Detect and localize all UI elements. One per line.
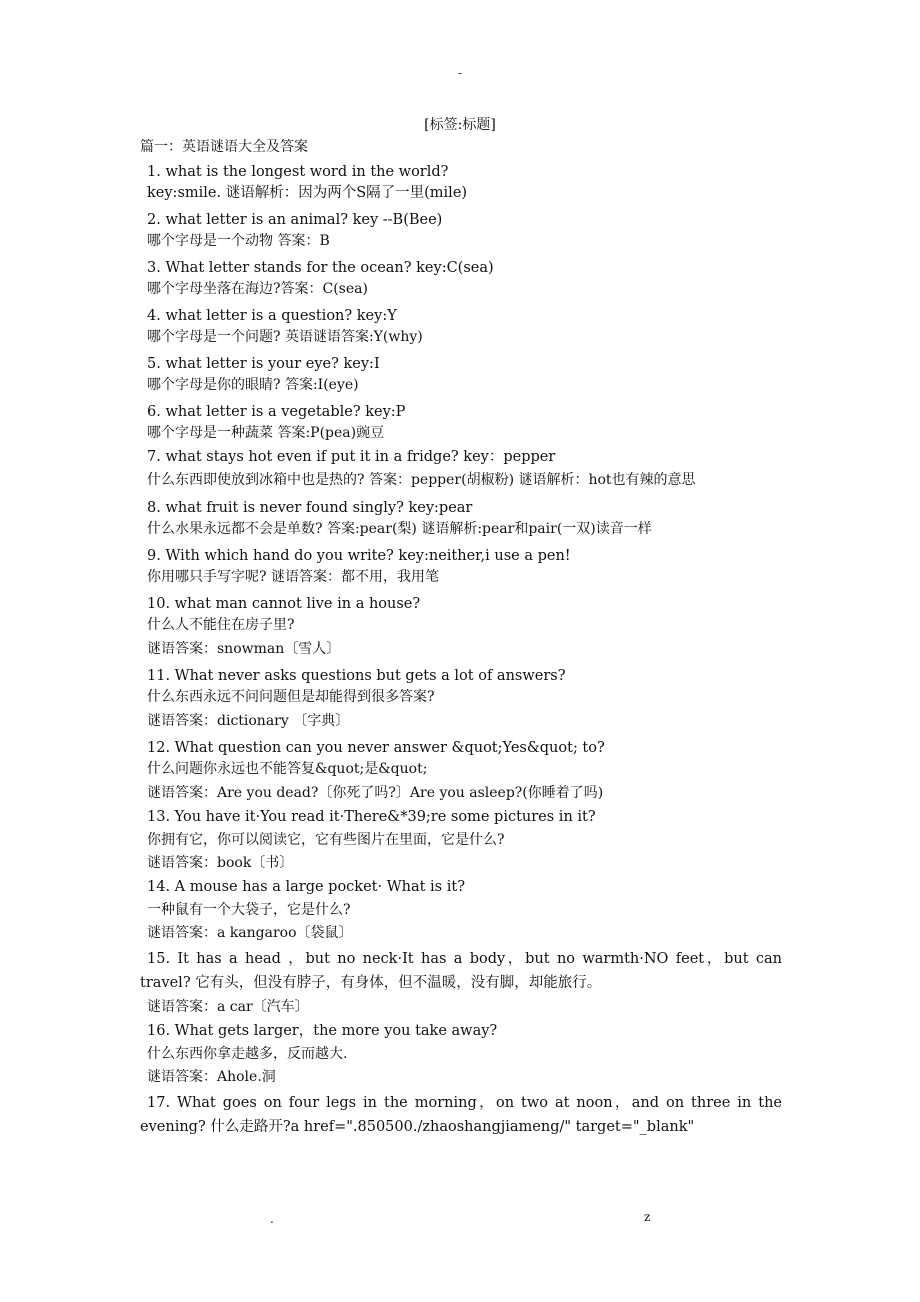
riddle-solution: 谜语答案：book〔书〕: [147, 855, 294, 871]
riddle-question: 8. what fruit is never found singly? key:pear: [147, 500, 473, 516]
section-title: 篇一：英语谜语大全及答案: [140, 139, 308, 155]
document-body: [140, 138, 782, 1145]
riddle-question: 3. What letter stands for the ocean? key:C(sea): [147, 260, 494, 276]
riddle-13: [140, 807, 782, 874]
riddle-answer: 什么东西永远不问问题但是却能得到很多答案?: [147, 689, 435, 705]
riddle-answer: 哪个字母是一个问题? 英语谜语答案:Y(why): [147, 329, 423, 345]
riddle-1: [140, 162, 782, 204]
riddle-question: 16. What gets larger，the more you take away?: [147, 1023, 498, 1039]
footer-right-mark: z: [644, 1210, 651, 1224]
riddle-question: 13. You have it·You read it·There&*39;re some pictures in it?: [147, 809, 596, 825]
footer-left-mark: .: [270, 1212, 274, 1226]
riddle-answer: 哪个字母是你的眼睛? 答案:I(eye): [147, 377, 359, 393]
riddle-5: [140, 354, 782, 396]
riddle-14: [140, 877, 782, 944]
riddle-question: 11. What never asks questions but gets a lot of answers?: [147, 668, 566, 684]
riddle-question: 2. what letter is an animal? key --B(Bee): [147, 212, 443, 228]
riddle-question: 7. what stays hot even if put it in a fridge? key：pepper: [147, 449, 556, 465]
riddle-4: [140, 306, 782, 348]
riddle-question: 1. what is the longest word in the world?: [147, 164, 449, 180]
riddle-question: 10. what man cannot live in a house?: [147, 596, 421, 612]
riddle-question: 14. A mouse has a large pocket· What is it?: [147, 879, 465, 895]
header-mark: -: [457, 66, 463, 80]
riddle-3: [140, 258, 782, 300]
riddle-question: 15. It has a head ，but no neck·It has a body，but no warmth·NO feet，but can travel? 它有头，但没有脖子，有身体，但不温暖，没有脚，却能旅行。: [140, 951, 782, 991]
riddle-9: [140, 546, 782, 588]
riddle-11: [140, 666, 782, 732]
riddle-solution: 谜语答案：Are you dead?〔你死了吗?〕Are you asleep?(你睡着了吗): [147, 785, 604, 801]
riddle-answer: 一种鼠有一个大袋子，它是什么?: [147, 902, 351, 918]
riddle-question: 9. With which hand do you write? key:neither,i use a pen!: [147, 548, 571, 564]
riddle-10: [140, 594, 782, 660]
riddle-answer: 哪个字母是一种蔬菜 答案:P(pea)豌豆: [147, 425, 385, 441]
riddle-solution: 谜语答案：a car〔汽车〕: [147, 999, 309, 1015]
tag-title: [标签:标题]: [424, 117, 496, 133]
riddle-16: [140, 1021, 782, 1088]
riddle-question: 4. what letter is a question? key:Y: [147, 308, 397, 324]
riddle-answer: 什么人不能住在房子里?: [147, 617, 295, 633]
riddle-12: [140, 738, 782, 804]
riddle-answer: 你用哪只手写字呢? 谜语答案：都不用，我用笔: [147, 569, 439, 585]
riddle-answer: key:smile. 谜语解析：因为两个S隔了一里(mile): [147, 185, 468, 201]
riddle-solution: 谜语答案：dictionary 〔字典〕: [147, 713, 350, 729]
riddle-6: [140, 402, 782, 444]
riddle-7: [140, 447, 782, 492]
riddle-2: [140, 210, 782, 252]
riddle-answer: 什么东西即使放到冰箱中也是热的? 答案：pepper(胡椒粉) 谜语解析：hot也有辣的意思: [147, 472, 696, 488]
riddle-question: 12. What question can you never answer &quot;Yes&quot; to?: [147, 740, 605, 756]
riddle-answer: 什么水果永远都不会是单数? 答案:pear(梨) 谜语解析:pear和pair(一双)读音一样: [147, 521, 652, 537]
riddle-answer: 什么东西你拿走越多，反而越大.: [147, 1046, 348, 1062]
riddle-answer: 你拥有它，你可以阅读它，它有些图片在里面，它是什么?: [147, 832, 505, 848]
riddle-answer: 哪个字母是一个动物 答案：B: [147, 233, 330, 249]
riddle-15: [140, 947, 782, 1018]
riddle-answer: 什么问题你永远也不能答复&quot;是&quot;: [147, 761, 428, 777]
riddle-8: [140, 498, 782, 540]
riddle-solution: 谜语答案：snowman〔雪人〕: [147, 641, 341, 657]
riddle-solution: 谜语答案：a kangaroo〔袋鼠〕: [147, 925, 353, 941]
riddle-question: 17. What goes on four legs in the morning，on two at noon，and on three in the evening? 什么走路开?a href=".850500./zhaoshangjiameng/" target="_blank": [140, 1095, 782, 1135]
riddle-question: 5. what letter is your eye? key:I: [147, 356, 380, 372]
riddle-answer: 哪个字母坐落在海边?答案：C(sea): [147, 281, 368, 297]
riddle-question: 6. what letter is a vegetable? key:P: [147, 404, 406, 420]
riddle-solution: 谜语答案：Ahole.洞: [147, 1069, 276, 1085]
riddle-17: [140, 1091, 782, 1139]
